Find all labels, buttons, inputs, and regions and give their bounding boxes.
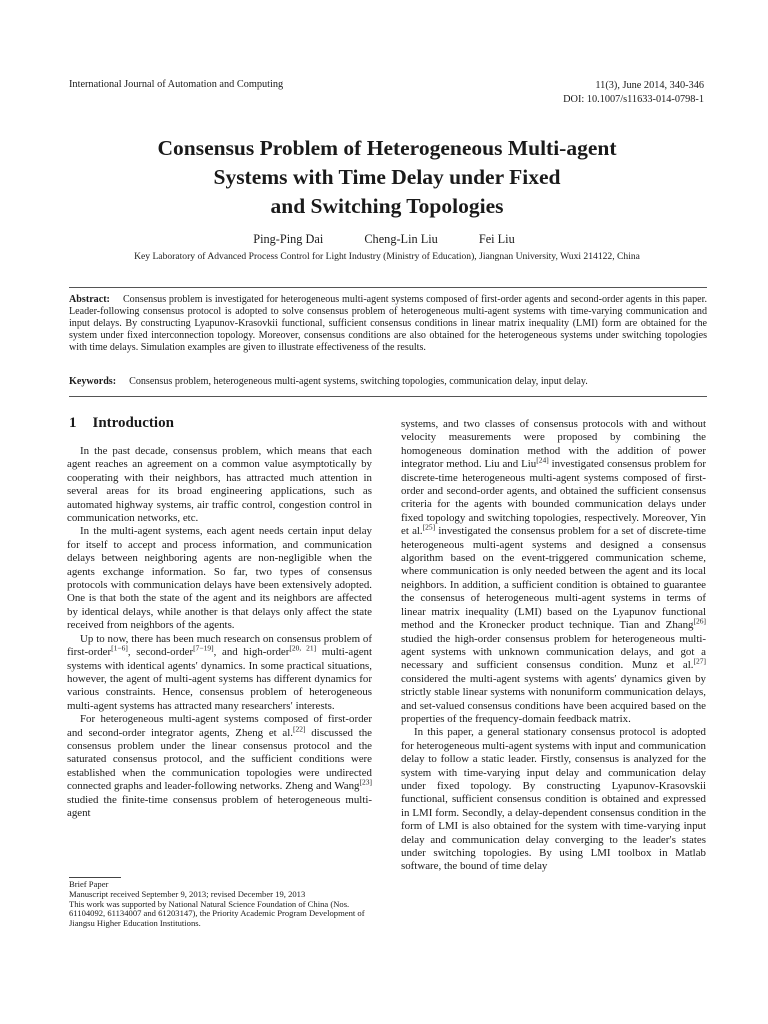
issue-volume: 11(3), June 2014, 340-346 <box>595 80 704 91</box>
issue-info <box>563 79 704 107</box>
title-line-1: Consensus Problem of Heterogeneous Multi-agent <box>157 136 617 160</box>
citation: [20, 21] <box>289 643 317 653</box>
title-line-3: and Switching Topologies <box>270 194 504 218</box>
citation: [25] <box>422 522 436 532</box>
footnote-received: Manuscript received September 9, 2013; revised December 19, 2013 <box>69 888 306 899</box>
paragraph: systems, and two classes of consensus protocols with and without velocity measurements were proposed by combining the homogeneous domination method with the addition of power integrator method. Liu and Liu[24] investigated consensus problem for discrete-time heterogeneous multi-agent systems composed of first-order and second-order agents, and obtained the sufficient consensus criteria for the agents with bounded communication delays under fixed topology and switching topologies, respectively. Moreover, Yin et al.[25] investigated the consensus problem for a set of discrete-time heterogeneous multi-agent systems and designed a consensus algorithm based on the event-triggered communication scheme, where communication is only needed between the agent and its local neighbors. In addition, a sufficient condition is obtained to guarantee the consensus of heterogeneous multi-agent systems in terms of linear matrix inequality (LMI) based on the Lyapunov functional method and the Kronecker product technique. Tian and Zhang[26] studied the high-order consensus problem for heterogeneous multi-agent systems with unknown communication delays, and got a necessary and sufficient consensus condition. Munz et al.[27] considered the multi-agent systems with agents′ dynamics given by strictly stable linear systems with nonuniform communication delays, and set-valued consensus conditions have been acquired based on the properties of the frequency-domain feedback matrix. <box>401 418 706 725</box>
doi: DOI: 10.1007/s11633-014-0798-1 <box>563 94 704 105</box>
left-column <box>67 445 372 820</box>
section-title: Introduction <box>92 415 174 431</box>
author-list <box>0 232 768 247</box>
author-1: Ping-Ping Dai <box>253 232 324 246</box>
citation: [7−19] <box>193 643 214 653</box>
abstract-bottom-rule <box>69 396 707 397</box>
citation: [24] <box>536 455 549 465</box>
footnote-rule <box>69 877 121 878</box>
abstract-top-rule <box>69 287 707 288</box>
footnote-type: Brief Paper <box>69 879 109 889</box>
abstract-text: Consensus problem is investigated for heterogeneous multi-agent systems composed of first-order agents and second-order agents in this paper. Leader-following consensus protocol is adopted to solve consensus problem of heterogeneous multi-agent systems with time-varying communication and input delays. By constructing Lyapunov-Krasovkii functional, sufficient consensus conditions in linear matrix inequality (LMI) form are obtained for the system under fixed interconnection topology. Moreover, consensus conditions are also obtained for the heterogeneous systems under switching topologies with time delays. Simulation examples are given to illustrate effectiveness of the results. <box>69 294 707 354</box>
title-line-2: Systems with Time Delay under Fixed <box>213 165 561 189</box>
paragraph: In this paper, a general stationary consensus protocol is adopted for heterogeneous multi-agent systems with input and communication delay to follow a static leader. Firstly, consensus is analyzed for the system with time-varying input delay and communication delay under fixed topology. By constructing Lyapunov-Krasovskii functional, sufficient consensus condition is obtained and expressed in LMI form. Secondly, a delay-dependent consensus condition in the form of LMI is also obtained for the system with time-varying input delay and communication delay converging to the leader′s states under switching topologies. By using LMI toolbox in Matlab software, the bound of time delay <box>401 726 706 873</box>
author-3: Fei Liu <box>478 232 515 246</box>
paragraph: In the past decade, consensus problem, which means that each agent reaches an agreement on a common value asymptotically by cooperating with their neighbors, has attracted much attention in several areas for its broad engineering applications, such as automated highway systems, air traffic control, congestion control in communication networks, etc. <box>67 445 372 525</box>
author-2: Cheng-Lin Liu <box>364 232 438 246</box>
keywords <box>69 376 707 388</box>
section-heading <box>69 415 174 432</box>
citation: [1−6] <box>111 643 128 653</box>
section-number: 1 <box>69 415 77 431</box>
citation: [27] <box>693 656 706 666</box>
keywords-text: Consensus problem, heterogeneous multi-agent systems, switching topologies, communication delay, input delay. <box>129 376 588 387</box>
abstract-label: Abstract: <box>69 294 110 305</box>
journal-name: International Journal of Automation and Computing <box>69 79 284 90</box>
affiliation: Key Laboratory of Advanced Process Control for Light Industry (Ministry of Education), Jiangnan University, Wuxi 214122, China <box>134 251 640 262</box>
abstract <box>69 294 707 354</box>
citation: [23] <box>359 777 372 787</box>
footnote <box>69 880 374 929</box>
citation: [22] <box>293 723 306 733</box>
keywords-label: Keywords: <box>69 376 117 387</box>
paragraph: For heterogeneous multi-agent systems composed of first-order and second-order integrator agents, Zheng et al.[22] discussed the consensus problem under the linear consensus protocol and the saturated consensus protocol, and the sufficient conditions were established when the communication topologies were undirected connected graphs and leader-following networks. Zheng and Wang[23] studied the finite-time consensus problem of heterogeneous multi-agent <box>67 713 372 819</box>
citation: [26] <box>693 616 706 626</box>
paragraph: Up to now, there has been much research on consensus problem of first-order[1−6], second-order[7−19], and high-order[20, 21] multi-agent systems with identical agents′ dynamics. In some practical situations, however, the agent of multi-agent systems has different dynamics for various constraints. Hence, consensus problem of heterogeneous multi-agent systems has attracted many researchers′ interests. <box>67 632 372 712</box>
footnote-funding: This work was supported by National Natural Science Foundation of China (Nos. 61104092, 61134007 and 61203147), the Priority Academic Program Development of Jiangsu Higher Education Institutions. <box>69 898 365 929</box>
right-column <box>401 418 706 874</box>
paragraph: In the multi-agent systems, each agent needs certain input delay for itself to accept and process information, and communication delays between neighboring agents are non-negligible when the agents exchange information. So far, two types of consensus protocols with communication delays have been extensively adopted. One is that both the state of the agent and its neighbors are affected by identical delays, while another is that delays only affect the state received from neighbors of the agents. <box>67 525 372 632</box>
paper-title <box>40 134 734 221</box>
